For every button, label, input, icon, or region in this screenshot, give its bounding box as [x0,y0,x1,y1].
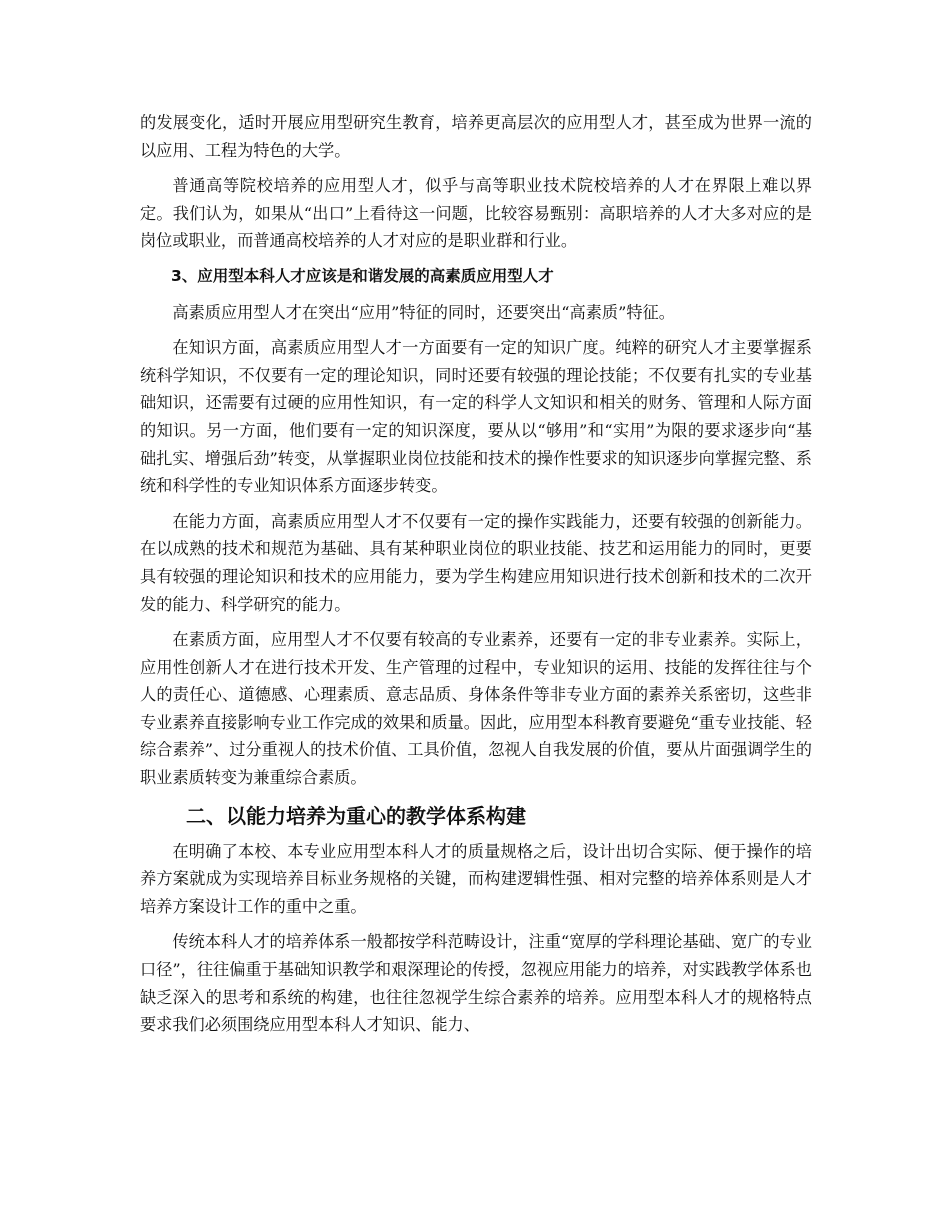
section-title-2: 二、以能力培养为重心的教学体系构建 [186,803,526,828]
paragraph-knowledge: 在知识方面，高素质应用型人才一方面要有一定的知识广度。纯粹的研究人才主要掌握系统科学知识，不仅要有一定的理论知识，同时还要有较强的理论技能；不仅要有扎实的专业基础知识，还需要有过硬的应用性知识，有一定的科学人文知识和相关的财务、管理和人际方面的知识。另一方面，他们要有一定的知识深度，要从以“够用”和“实用”为限的要求逐步向“基础扎实、增强后劲”转变，从掌握职业岗位技能和技术的操作性要求的知识逐步向掌握完整、系统和科学性的专业知识体系方面逐步转变。 [140,338,812,496]
paragraph-vocational-distinction: 普通高等院校培养的应用型人才，似乎与高等职业技术院校培养的人才在界限上难以界定。我们认为，如果从“出口”上看待这一问题，比较容易甄别：高职培养的人才大多对应的是岗位或职业，而普通高校培养的人才对应的是职业群和行业。 [140,176,812,251]
paragraph-quality: 在素质方面，应用型人才不仅要有较高的专业素养，还要有一定的非专业素养。实际上，应用性创新人才在进行技术开发、生产管理的过程中，专业知识的运用、技能的发挥往往与个人的责任心、道德感、心理素质、意志品质、身体条件等非专业方面的素养关系密切，这些非专业素养直接影响专业工作完成的效果和质量。因此，应用型本科教育要避免“重专业技能、轻综合素养”、过分重视人的技术价值、工具价值，忽视人自我发展的价值，要从片面强调学生的职业素质转变为兼重综合素质。 [140,630,812,788]
paragraph-training-plan: 在明确了本校、本专业应用型本科人才的质量规格之后，设计出切合实际、便于操作的培养方案就成为实现培养目标业务规格的关键，而构建逻辑性强、相对完整的培养体系则是人才培养方案设计工作的重中之重。 [140,841,812,916]
paragraph-continuation: 的发展变化，适时开展应用型研究生教育，培养更高层次的应用型人才，甚至成为世界一流的以应用、工程为特色的大学。 [140,113,812,160]
paragraph-high-quality-intro: 高素质应用型人才在突出“应用”特征的同时，还要突出“高素质”特征。 [172,302,675,322]
paragraph-ability: 在能力方面，高素质应用型人才不仅要有一定的操作实践能力，还要有较强的创新能力。在以成熟的技术和规范为基础、具有某种职业岗位的职业技能、技艺和运用能力的同时，更要具有较强的理论知识和技术的应用能力，要为学生构建应用知识进行技术创新和技术的二次开发的能力、科学研究的能力。 [140,511,812,614]
document-page [140,109,812,1047]
subheading-3: 3、应用型本科人才应该是和谐发展的高素质应用型人才 [171,266,554,285]
paragraph-traditional-system: 传统本科人才的培养体系一般都按学科范畴设计，注重“宽厚的学科理论基础、宽广的专业口径”，往往偏重于基础知识教学和艰深理论的传授，忽视应用能力的培养，对实践教学体系也缺乏深入的思考和系统的构建，也往往忽视学生综合素养的培养。应用型本科人才的规格特点要求我们必须围绕应用型本科人才知识、能力、 [140,932,812,1035]
